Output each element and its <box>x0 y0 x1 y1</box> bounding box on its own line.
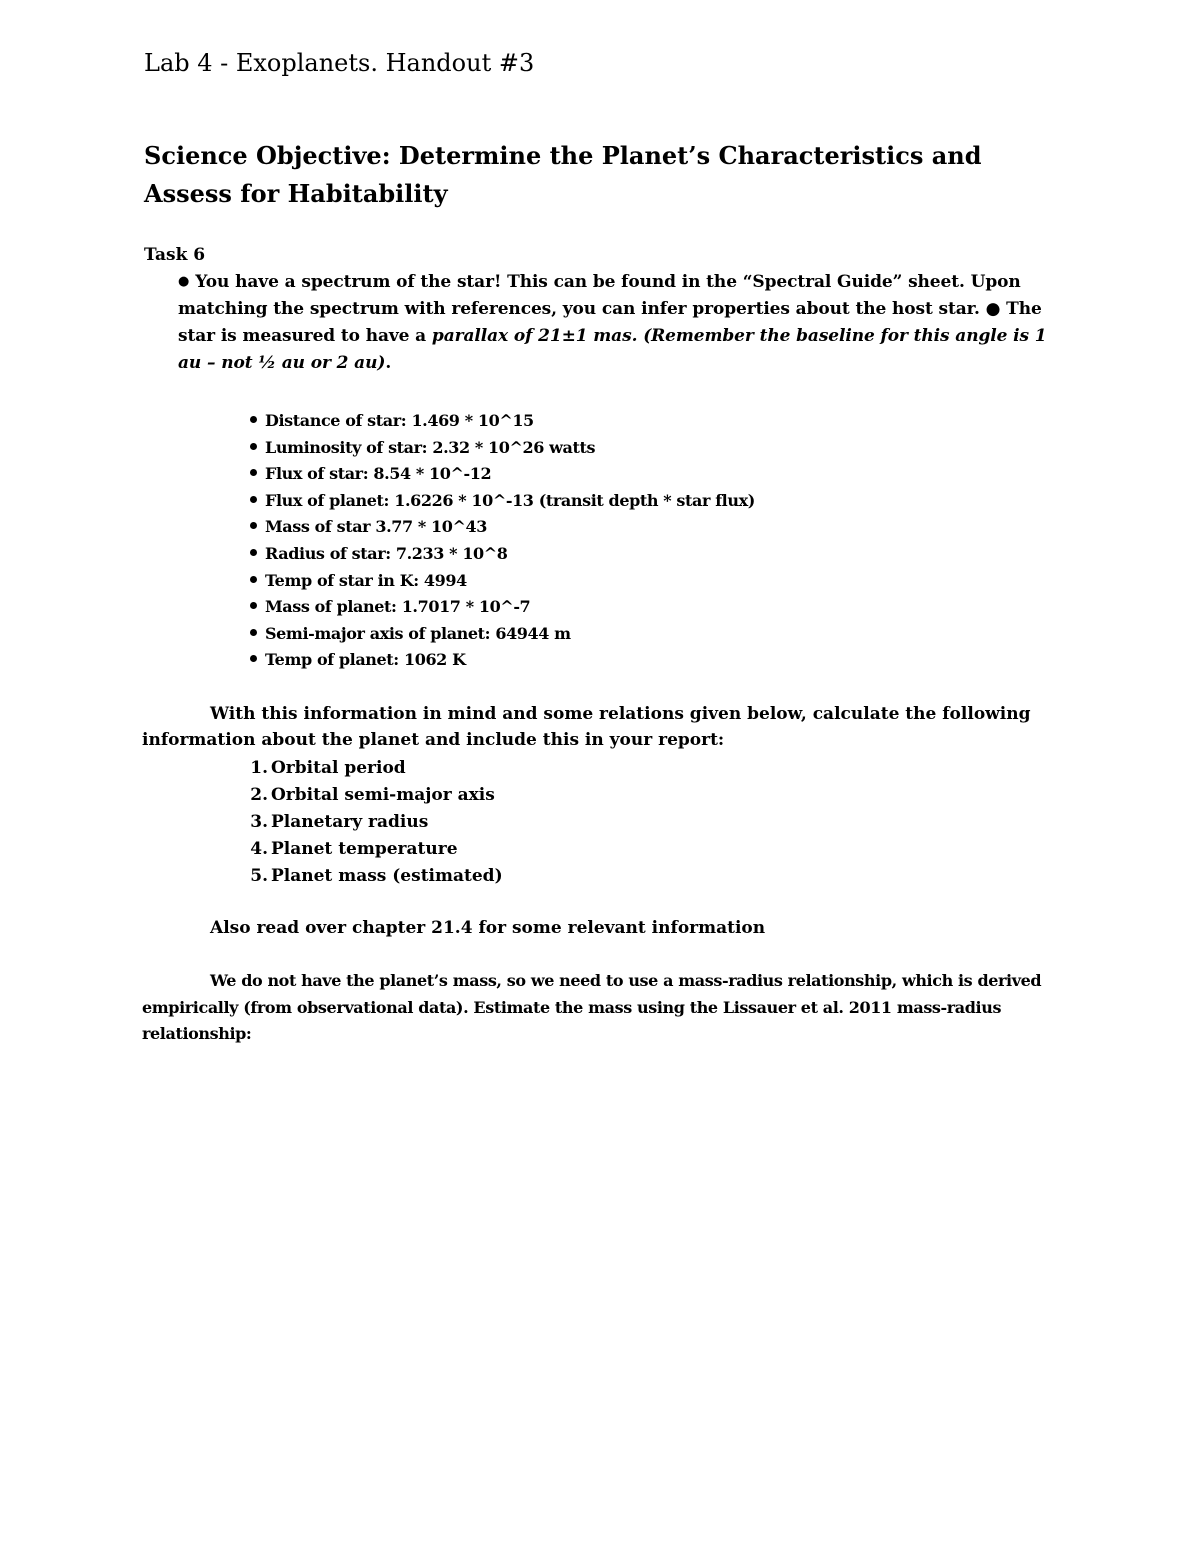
science-objective-heading: Science Objective: Determine the Planet’s Characteristics and Assess for Habitability <box>144 141 982 208</box>
bullet-icon <box>250 416 257 423</box>
bullet-icon: ● <box>178 274 190 289</box>
item-label: Planetary radius <box>271 812 429 832</box>
bullet-icon <box>250 469 257 476</box>
list-item <box>250 621 755 648</box>
calculation-list <box>244 755 503 890</box>
list-item <box>250 435 755 462</box>
value-text: Mass of planet: 1.7017 * 10^-7 <box>265 597 531 617</box>
value-text: Mass of star 3.77 * 10^43 <box>265 517 487 537</box>
value-text: Temp of star in K: 4994 <box>265 570 467 590</box>
task-description <box>178 268 1058 377</box>
chapter-note: Also read over chapter 21.4 for some relevant information <box>210 918 766 938</box>
value-text: Radius of star: 7.233 * 10^8 <box>265 543 508 563</box>
task-text-end: . <box>385 353 392 373</box>
item-number: 2. <box>250 785 268 805</box>
list-item <box>250 541 755 568</box>
item-label: Orbital semi-major axis <box>271 785 495 805</box>
bullet-icon <box>250 655 257 662</box>
list-item <box>250 594 755 621</box>
value-text: Temp of planet: 1062 K <box>265 650 466 670</box>
list-item <box>244 755 503 782</box>
bullet-icon <box>250 576 257 583</box>
list-item <box>250 461 755 488</box>
item-number: 4. <box>250 839 268 859</box>
bullet-icon <box>250 629 257 636</box>
item-number: 3. <box>250 812 268 832</box>
list-item <box>250 514 755 541</box>
list-item <box>250 568 755 595</box>
document-title: Lab 4 - Exoplanets. Handout #3 <box>144 49 535 77</box>
star-planet-values-list <box>250 408 755 674</box>
bullet-icon <box>250 522 257 529</box>
list-item <box>244 836 503 863</box>
list-item <box>250 408 755 435</box>
item-number: 5. <box>250 866 268 886</box>
value-text: Distance of star: 1.469 * 10^15 <box>265 411 534 430</box>
bullet-icon <box>250 602 257 609</box>
parallax-note: parallax of 21±1 mas. (Remember the baseline for this angle is 1 au – not ½ au or 2 au) <box>178 326 1047 373</box>
item-number: 1. <box>250 758 268 778</box>
value-text: Flux of star: 8.54 * 10^-12 <box>265 464 492 484</box>
list-item <box>244 863 503 890</box>
list-item <box>250 647 755 674</box>
task-text: You have a spectrum of the star! This can be found in the “Spectral Guide” sheet. Upon matching the spectrum with references, you can infer properties about the host star. ● The star is measured to have a <box>178 272 1042 346</box>
item-label: Planet mass (estimated) <box>271 866 503 886</box>
item-label: Planet temperature <box>271 839 458 859</box>
calculation-intro: With this information in mind and some relations given below, calculate the following information about the planet and include this in your report: <box>142 704 1031 750</box>
mass-radius-paragraph: We do not have the planet’s mass, so we need to use a mass-radius relationship, which is derived empirically (from observational data). Estimate the mass using the Lissauer et al. 2011 mass-radius relationship: <box>142 971 1042 1043</box>
list-item <box>244 782 503 809</box>
list-item <box>244 809 503 836</box>
bullet-icon <box>250 443 257 450</box>
task-heading: Task 6 <box>144 245 206 265</box>
value-text: Luminosity of star: 2.32 * 10^26 watts <box>265 437 596 457</box>
item-label: Orbital period <box>271 758 406 778</box>
bullet-icon <box>250 549 257 556</box>
bullet-icon <box>250 496 257 503</box>
value-text: Flux of planet: 1.6226 * 10^-13 (transit depth * star flux) <box>265 490 755 510</box>
value-text: Semi-major axis of planet: 64944 m <box>265 623 571 643</box>
list-item <box>250 488 755 515</box>
